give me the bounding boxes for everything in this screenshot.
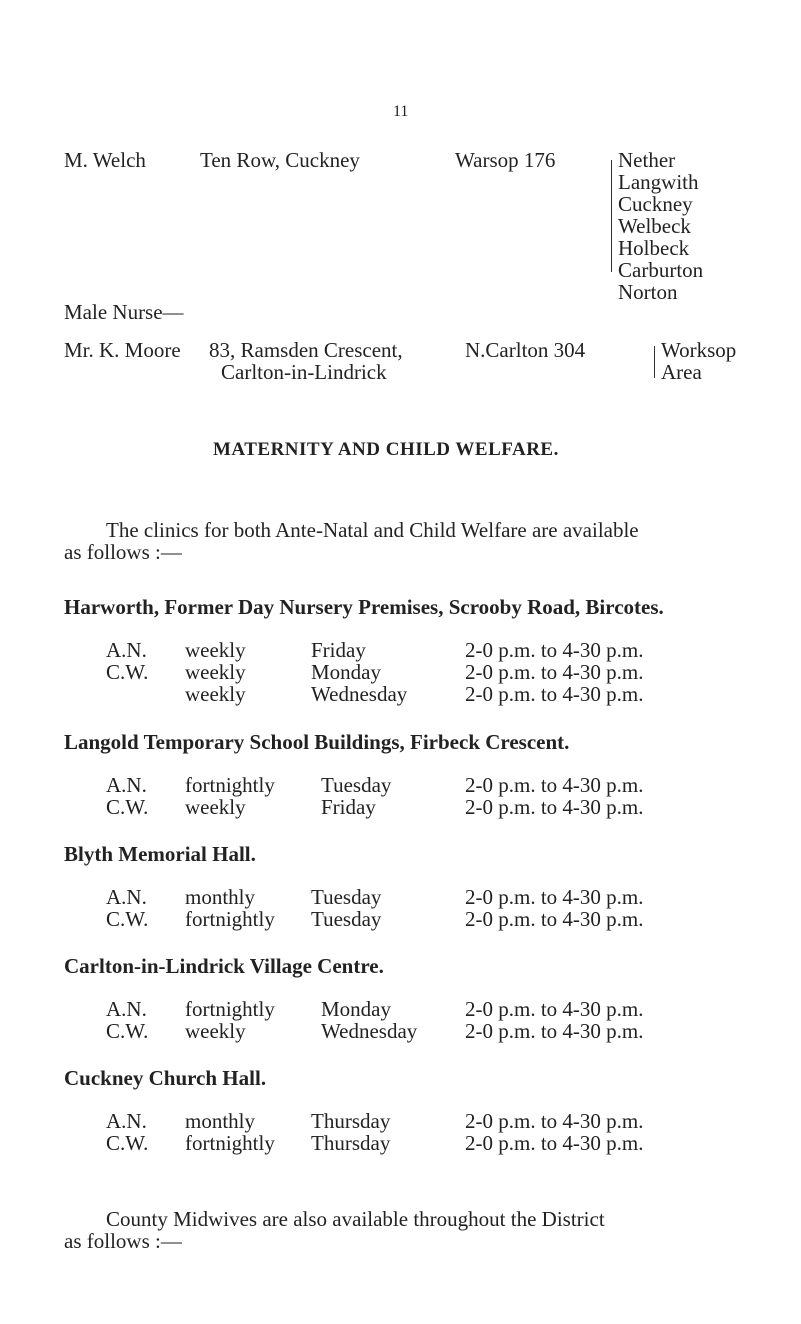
area-item: Worksop xyxy=(661,338,737,362)
session-type: A.N. xyxy=(106,638,147,662)
area-item: Cuckney xyxy=(618,192,693,216)
staff-address-welch: Ten Row, Cuckney xyxy=(200,148,360,172)
closing-line: as follows :— xyxy=(64,1229,182,1253)
session-frequency: weekly xyxy=(185,682,246,706)
staff-address-moore-line1: 83, Ramsden Crescent, xyxy=(209,338,403,362)
session-type: A.N. xyxy=(106,997,147,1021)
staff-name-moore: Mr. K. Moore xyxy=(64,338,181,362)
session-time: 2-0 p.m. to 4-30 p.m. xyxy=(465,1019,644,1043)
clinic-location: Harworth, Former Day Nursery Premises, Scrooby Road, Bircotes. xyxy=(64,595,664,619)
session-day: Wednesday xyxy=(321,1019,418,1043)
session-frequency: monthly xyxy=(185,1109,256,1133)
session-frequency: weekly xyxy=(185,660,246,684)
session-time: 2-0 p.m. to 4-30 p.m. xyxy=(465,773,644,797)
session-type: C.W. xyxy=(106,907,149,931)
session-day: Monday xyxy=(321,997,391,1021)
session-frequency: weekly xyxy=(185,638,246,662)
area-item: Welbeck xyxy=(618,214,691,238)
session-frequency: monthly xyxy=(185,885,256,909)
page-number: 11 xyxy=(393,103,409,120)
session-time: 2-0 p.m. to 4-30 p.m. xyxy=(465,660,644,684)
session-day: Friday xyxy=(311,638,366,662)
area-item: Nether xyxy=(618,148,676,172)
staff-phone-moore: N.Carlton 304 xyxy=(465,338,586,362)
area-item: Carburton xyxy=(618,258,704,282)
session-frequency: fortnightly xyxy=(185,907,275,931)
session-type: A.N. xyxy=(106,885,147,909)
closing-line: County Midwives are also available throughout the District xyxy=(106,1207,605,1231)
clinic-location: Langold Temporary School Buildings, Firbeck Crescent. xyxy=(64,730,570,754)
session-time: 2-0 p.m. to 4-30 p.m. xyxy=(465,638,644,662)
area-brace-moore xyxy=(654,346,655,378)
area-item: Norton xyxy=(618,280,678,304)
session-time: 2-0 p.m. to 4-30 p.m. xyxy=(465,682,644,706)
section-title: MATERNITY AND CHILD WELFARE. xyxy=(213,439,559,460)
session-type: C.W. xyxy=(106,795,149,819)
staff-address-moore-line2: Carlton-in-Lindrick xyxy=(221,360,387,384)
session-time: 2-0 p.m. to 4-30 p.m. xyxy=(465,885,644,909)
session-type: C.W. xyxy=(106,1131,149,1155)
area-brace-welch xyxy=(611,160,612,272)
staff-phone-welch: Warsop 176 xyxy=(455,148,556,172)
session-time: 2-0 p.m. to 4-30 p.m. xyxy=(465,1109,644,1133)
session-frequency: fortnightly xyxy=(185,997,275,1021)
session-time: 2-0 p.m. to 4-30 p.m. xyxy=(465,795,644,819)
session-time: 2-0 p.m. to 4-30 p.m. xyxy=(465,997,644,1021)
staff-name-welch: M. Welch xyxy=(64,148,146,172)
session-day: Friday xyxy=(321,795,376,819)
area-item: Langwith xyxy=(618,170,699,194)
male-nurse-label: Male Nurse— xyxy=(64,300,184,324)
clinic-location: Carlton-in-Lindrick Village Centre. xyxy=(64,954,384,978)
intro-line: as follows :— xyxy=(64,540,182,564)
session-day: Thursday xyxy=(311,1131,391,1155)
session-frequency: weekly xyxy=(185,1019,246,1043)
session-type: C.W. xyxy=(106,1019,149,1043)
session-time: 2-0 p.m. to 4-30 p.m. xyxy=(465,907,644,931)
session-day: Tuesday xyxy=(311,907,382,931)
session-type: C.W. xyxy=(106,660,149,684)
session-frequency: fortnightly xyxy=(185,773,275,797)
session-day: Thursday xyxy=(311,1109,391,1133)
clinic-location: Cuckney Church Hall. xyxy=(64,1066,267,1090)
intro-line: The clinics for both Ante-Natal and Child Welfare are available xyxy=(106,518,639,542)
session-day: Monday xyxy=(311,660,381,684)
session-type: A.N. xyxy=(106,1109,147,1133)
session-frequency: fortnightly xyxy=(185,1131,275,1155)
session-frequency: weekly xyxy=(185,795,246,819)
area-item: Area xyxy=(661,360,702,384)
session-day: Tuesday xyxy=(311,885,382,909)
session-day: Tuesday xyxy=(321,773,392,797)
clinic-location: Blyth Memorial Hall. xyxy=(64,842,256,866)
session-day: Wednesday xyxy=(311,682,408,706)
session-time: 2-0 p.m. to 4-30 p.m. xyxy=(465,1131,644,1155)
session-type: A.N. xyxy=(106,773,147,797)
area-item: Holbeck xyxy=(618,236,690,260)
